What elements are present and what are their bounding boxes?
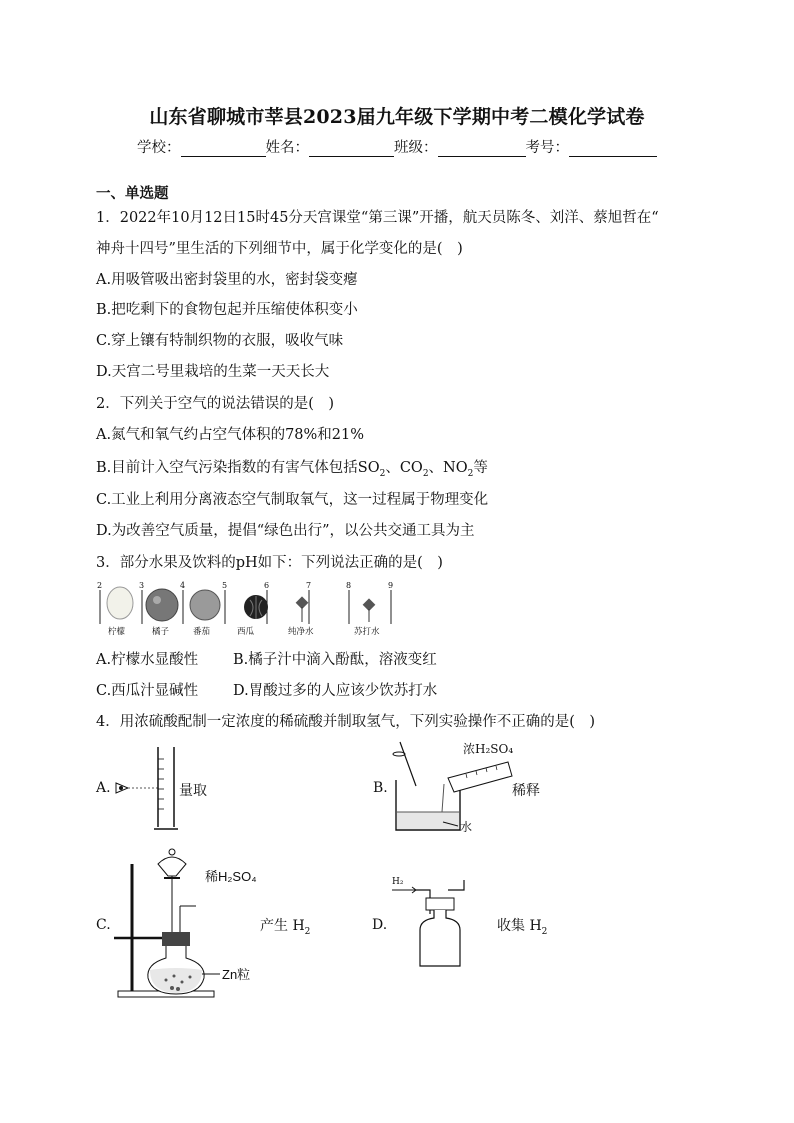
ph-tick: 2 — [97, 581, 103, 590]
exam-no-blank[interactable] — [569, 142, 657, 157]
subscript: 2 — [467, 468, 474, 479]
acid-cylinder — [448, 762, 512, 792]
q1-option-d: D.天宫二号里栽培的生菜一天天长大 — [96, 364, 330, 380]
fruit-label: 橘子 — [152, 627, 170, 637]
ph-tick: 8 — [346, 581, 352, 590]
fruit-label: 番茄 — [193, 627, 211, 637]
fruit-label: 纯净水 — [288, 627, 314, 637]
q4-c-acid-label: 稀H₂SO₄ — [205, 869, 257, 884]
glass-rod — [400, 742, 416, 786]
school-blank[interactable] — [181, 142, 266, 157]
fruit-label: 柠檬 — [108, 627, 126, 637]
q1-option-a: A.用吸管吸出密封袋里的水，密封袋变瘪 — [96, 272, 358, 288]
lemon-icon — [107, 587, 133, 619]
orange-icon — [146, 589, 178, 621]
ph-tick: 4 — [180, 581, 186, 590]
ph-scale-figure — [92, 578, 412, 638]
section-heading: 一、单选题 — [96, 185, 169, 202]
subscript: 2 — [422, 468, 429, 479]
subscript: 2 — [379, 468, 386, 479]
q3-option-b: B.橘子汁中滴入酚酞，溶液变红 — [233, 652, 437, 668]
q4-option-a-label: 量取 — [179, 783, 207, 799]
page-title: 山东省聊城市莘县2023届九年级下学期中考二模化学试卷 — [149, 106, 645, 128]
q4-option-c-letter: C. — [96, 917, 111, 933]
q4-b-acid-label: 浓H₂SO₄ — [463, 742, 514, 756]
q4-b-water-label: 水 — [460, 820, 473, 834]
q2-option-d: D.为改善空气质量，提倡“绿色出行”，以公共交通工具为主 — [96, 523, 475, 539]
q4-d-gas-label: H₂ — [392, 877, 404, 887]
fruit-label: 西瓜 — [237, 627, 255, 637]
name-blank[interactable] — [309, 142, 394, 157]
fruit-label: 苏打水 — [354, 627, 380, 637]
q2-option-c: C.工业上利用分离液态空气制取氧气，这一过程属于物理变化 — [96, 492, 489, 508]
name-label: 姓名： — [265, 140, 309, 156]
ph-tick: 7 — [306, 581, 312, 590]
q3-option-a: A.柠檬水显酸性 — [96, 652, 199, 668]
q2-option-b — [96, 456, 488, 479]
q4-option-a-letter: A. — [96, 780, 111, 796]
student-info-row — [0, 136, 794, 157]
q2-b-no2: 、NO — [428, 460, 468, 476]
q3-option-d: D.胃酸过多的人应该少饮苏打水 — [233, 683, 438, 699]
gas-bottle — [420, 910, 460, 966]
q4-d-label-text: 收集 H — [497, 918, 542, 934]
q4-c-zn-label: Zn粒 — [222, 967, 251, 982]
q2-b-co2: 、CO — [385, 460, 423, 476]
school-label: 学校： — [137, 140, 181, 156]
q4-option-d-letter: D. — [372, 917, 388, 933]
q2-stem: 2．下列关于空气的说法错误的是( ) — [96, 396, 335, 412]
ph-tick: 9 — [388, 581, 394, 590]
q3-stem: 3．部分水果及饮料的pH如下：下列说法正确的是( ) — [96, 555, 443, 571]
q1-stem-line1: 1．2022年10月12日15时45分天宫课堂“第三课”开播，航天员陈冬、刘洋、蔡旭哲在“ — [96, 210, 659, 226]
separatory-funnel — [158, 857, 186, 876]
q1-stem-line2: 神舟十四号”里生活的下列细节中，属于化学变化的是( ) — [96, 241, 463, 257]
q1-option-c: C.穿上镶有特制织物的衣服，吸收气味 — [96, 333, 344, 349]
q3-option-c: C.西瓜汁显碱性 — [96, 683, 199, 699]
q4-option-d-label: 收集 $H_2$ — [497, 918, 548, 937]
tomato-icon — [190, 590, 220, 620]
q2-option-a: A.氮气和氧气约占空气体积的78%和21% — [96, 427, 365, 443]
exam-no-label: 考号： — [525, 140, 569, 156]
q1-option-b: B.把吃剩下的食物包起并压缩使体积变小 — [96, 302, 358, 318]
q2-b-text: B.目前计入空气污染指数的有害气体包括SO — [96, 460, 380, 476]
q2-b-end: 等 — [473, 460, 488, 476]
q4-stem: 4．用浓硫酸配制一定浓度的稀硫酸并制取氢气，下列实验操作不正确的是( ) — [96, 714, 596, 730]
q4-option-b-letter: B. — [373, 780, 388, 796]
ph-tick: 6 — [264, 581, 270, 590]
q4-c-label-text: 产生 H — [260, 918, 305, 934]
gas-collection-figure — [390, 872, 490, 972]
ph-tick: 5 — [222, 581, 228, 590]
class-label: 班级： — [394, 140, 438, 156]
q4-option-b-label: 稀释 — [512, 783, 540, 799]
q4-option-c-label: 产生 $H_2$ — [260, 918, 311, 937]
measuring-cylinder-figure — [108, 745, 188, 837]
ph-tick: 3 — [139, 581, 145, 590]
class-blank[interactable] — [438, 142, 526, 157]
